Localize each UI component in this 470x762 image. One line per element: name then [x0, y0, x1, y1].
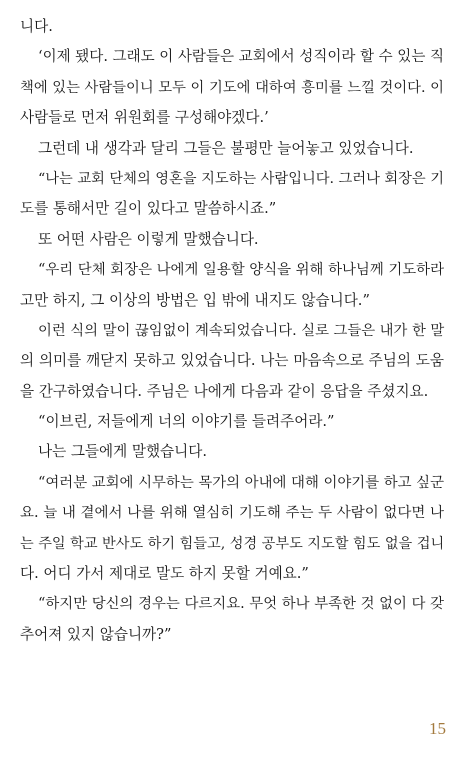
text-line: 의 의미를 깨닫지 못하고 있었습니다. 나는 마음속으로 주님의 도움: [20, 352, 444, 370]
text-line: 사람들로 먼저 위원회를 구성해야겠다.’: [20, 109, 269, 127]
text-line: 추어져 있지 않습니까?”: [20, 625, 172, 643]
text-line: 나는 그들에게 말했습니다.: [38, 443, 207, 461]
text-line: “나는 교회 단체의 영혼을 지도하는 사람입니다. 그러나 회장은 기: [38, 170, 444, 187]
text-line: 을 간구하였습니다. 주님은 나에게 다음과 같이 응답을 주셨지요.: [20, 382, 429, 400]
text-line: 이런 식의 말이 끊임없이 계속되었습니다. 실로 그들은 내가 한 말: [38, 322, 445, 339]
text-line: 또 어떤 사람은 이렇게 말했습니다.: [38, 230, 259, 248]
text-line: 그런데 내 생각과 달리 그들은 불평만 늘어놓고 있었습니다.: [38, 139, 414, 157]
text-line: 도를 통해서만 길이 있다고 말씀하시죠.”: [20, 200, 277, 218]
text-line: 다. 어디 가서 제대로 말도 하지 못할 거예요.”: [20, 565, 309, 583]
text-line: 니다.: [20, 18, 53, 35]
text-line: “우리 단체 회장은 나에게 일용할 양식을 위해 하나님께 기도하라: [38, 262, 444, 279]
text-line: ‘이제 됐다. 그래도 이 사람들은 교회에서 성직이라 할 수 있는 직: [38, 49, 444, 66]
body-text: [20, 12, 444, 650]
text-line: “여러분 교회에 시무하는 목가의 아내에 대해 이야기를 하고 싶군: [38, 474, 444, 491]
text-line: 고만 하지, 그 이상의 방법은 입 밖에 내지도 않습니다.”: [20, 291, 370, 309]
text-line: “하지만 당신의 경우는 다르지요. 무엇 하나 부족한 것 없이 다 갖: [38, 596, 444, 613]
page-number: 15: [429, 719, 446, 738]
text-line: “이브린, 저들에게 너의 이야기를 들려주어라.”: [38, 413, 335, 431]
text-line: 요. 늘 내 곁에서 나를 위해 열심히 기도해 주는 두 사람이 없다면 나: [20, 505, 444, 522]
text-line: 는 주일 학교 반사도 하기 힘들고, 성경 공부도 지도할 힘도 없을 겁니: [20, 535, 445, 552]
text-line: 책에 있는 사람들이니 모두 이 기도에 대하여 흥미를 느낄 것이다. 이: [20, 79, 444, 96]
